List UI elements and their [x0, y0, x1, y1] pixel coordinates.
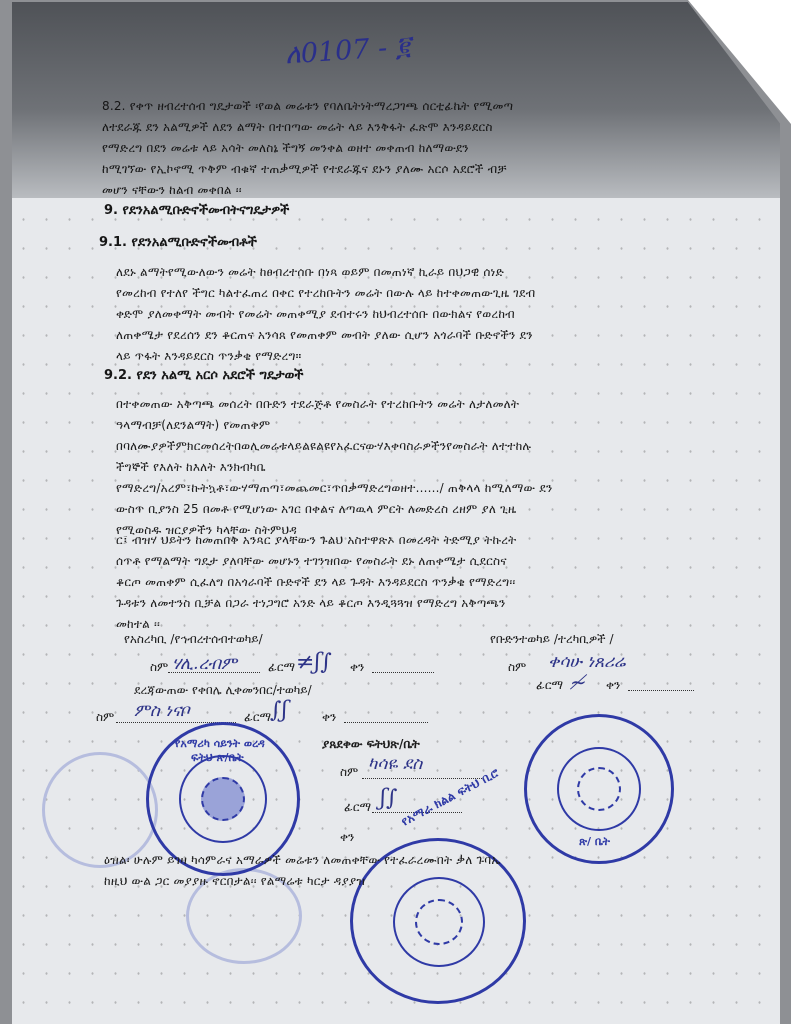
text-line: ላይ ጥፋት እንዳይደርስ ጥንቃቄ የማድረግ።	[116, 349, 302, 363]
group-date-line	[628, 690, 694, 691]
group-sign-label: ፊርማ	[536, 678, 564, 692]
text-line: የመረከብ የተለየ ችግር ካልተፈጠረ በቀር የተረከቡትን መሬት በውሉ ላይ ከተቀመጠውጊዜ ገደብ	[116, 286, 536, 300]
text-line: ሰጥቶ የማልማት ግዴታ ያለባቸው መሆኑን ተገንዝበው የመስራት ደኑ ለጠቀሜታ ሲደርስና	[116, 554, 507, 568]
section-8-2	[102, 96, 742, 201]
group-signature: ≁	[570, 670, 587, 694]
text-line: ችግኞች የእለት ከእለት እንክብካቤ	[116, 460, 266, 474]
office-date-line	[344, 722, 428, 723]
stamp-right	[524, 714, 674, 864]
text-line: ቆርጦ መጠቀም ሲፈለግ በአጎራባች ቡድኖች ደን ላይ ጉዳት እንዳይደርስ ጥንቃቄ የማድረግ፡፡	[116, 575, 516, 589]
text-line: በተቀመጠው አቅጣጫ መሰረት በቡድን ተደራጅቶ የመስራት የተረከቡትን መሬት ለታለመለት	[116, 397, 520, 411]
verifier-date-label: ቀን	[340, 830, 355, 844]
text-line: ዓላማብቻ(ለደንልማት) የመጠቀም	[116, 418, 271, 432]
text-line: በባለሙያዎችምክርመሰረትበወሊመሬቱላይልዩልዩየአፈርናውሃእቀባስራዎችንየመስራት ለተተከሉ	[116, 439, 532, 453]
office-date-label: ቀን	[322, 710, 337, 724]
office-name-label: ስም	[96, 710, 115, 724]
group-name-handwriting: ቀሳሁ ነጸሪሬ	[548, 652, 626, 672]
text-line: ለጠቀሜታ የደረሰን ደን ቆርጠና አንሳጸ የመጠቀም መብት ያለው ሲሆን አጎራባች ቡድኖችን ደን	[116, 328, 533, 342]
text-line: ዕዝል፡ ሁሉም ይገዛ ካሳምራና አማራዎች መሬቱን ለመጠቀቸው የተፈራረሙበት ቃለ ጉባኤ	[104, 853, 501, 867]
verifier-signature: ʃ∫	[380, 786, 398, 811]
community-rep-label: የአስረካቢ /የኅብረተሰብተወካይ/	[124, 632, 263, 646]
text-line: ቀድሞ ያለመቀማት መብት የመሬት መጠቀሚያ ደብተሩን ከህብረተሰቡ በውክልና የወረከብ	[116, 307, 515, 321]
verifier-name-line	[362, 778, 482, 779]
section-9-2	[116, 394, 746, 541]
heading-section-9: 9. የደንአልሚቡድኖችመብትናግዴታዎች	[104, 203, 290, 218]
stamp-right-bottom-text: ጽ/ ቤት	[579, 835, 610, 848]
text-line: ከሚገኘው የኢኮኖሚ ጥቅም ብቁኛ ተጠቃሚዎች የተደራጁና ደኑን ያለሙ አርሶ አደሮች ብቻ	[102, 162, 507, 176]
stamp-left-top-text: የአማሪካ ሳይንት ወረዳ	[175, 737, 265, 750]
group-date-label: ቀን	[606, 678, 621, 692]
stamp-left-mid-text: ፍትህ ጽ/ቤት	[191, 751, 244, 764]
community-date-label: ቀን	[350, 660, 365, 674]
rectangular-stamp: የአማራ ክልል ፍትህ ቢሮ	[398, 765, 502, 829]
heading-section-9-1: 9.1. የደንአልሚቡድኖችመብቶች	[99, 235, 257, 250]
office-name-handwriting: ምስ ነናቦ	[134, 701, 190, 721]
office-sign-label: ፊርማ	[244, 710, 272, 724]
text-line: የሚወስዱ ዝርያዎችን ካላቸው ስትምህዳ	[116, 523, 297, 537]
community-name-label: ስም	[150, 660, 169, 674]
text-line: የማድረግ/አረም፣ኩትኳቶ፣ውሃማጠጣ፣መጨመር፣ጥበቃማድረግወዘተ....../ ጠቅላላ ከሚለማው ደን	[116, 481, 553, 495]
section-9-2-continued	[116, 530, 746, 635]
heading-section-9-2: 9.2. የደን አልሚ አርሶ አደሮች ግዴታወች	[104, 368, 304, 383]
community-date-line	[372, 672, 434, 673]
group-name-label: ስም	[508, 660, 527, 674]
handwritten-reference-number: ለ0107 - ፪	[284, 30, 412, 71]
text-line: መሆን ናቸውን ከልብ መቀበል ፡፡	[102, 183, 242, 197]
text-line: መከተል ፡፡	[116, 617, 161, 631]
text-line: ጉዳቱን ለመተንስ ቢቻል በጋራ ተነጋግሮ አንድ ላይ ቆርጦ እንዲጓጓዝ የማድረግ አቅጣጫን	[116, 596, 506, 610]
stamp-right-emblem	[577, 767, 621, 811]
text-line: ውስጥ ቢያንስ 25 በመቶ የሚሆነው አገር በቀልና ለጣዉላ ምርት ለመድረስ ረዘም ያለ ጊዜ	[116, 502, 517, 516]
text-line: ር፤ ብዝሃ ህይትን ከመጠበቅ አንጻር ያላቸውን ጉልህ አስተዋጽኦ በመረዳት ትድሚያ ትኩረት	[116, 533, 517, 547]
verifier-name-handwriting: ካሳዬ ደስ	[368, 754, 423, 774]
section-9-1	[116, 262, 746, 367]
verifier-sign-label: ፊርማ	[344, 800, 372, 814]
stamp-bottom-emblem	[415, 899, 463, 945]
verified-by-label: ያጸደቀው ፍትህጽ/ቤት	[322, 737, 420, 751]
appendix-note	[104, 850, 744, 892]
text-line: ከዚህ ውል ጋር መያያዙ ኖርበታል፡፡ የልማሬቱ ካርታ ዳያያዝ	[104, 874, 366, 888]
text-line: 8.2. የቀጥ ዘብረተሰብ ግዴታወች ፡የወል መሬቱን የባለቤትነትማረጋገጫ ሰርቲፊኬት የሚመጣ	[102, 99, 514, 113]
approving-office-label: ደረጃውጠው የቀበሌ ሊቀመንበር/ተወካይ/	[134, 683, 312, 697]
community-name-handwriting: ሃሊ.ረብም	[172, 654, 237, 674]
text-line: ለደኑ ልማትየሚውለውን መሬት ከፀብረተሰቡ በነጻ ወይም በመጠነኛ ኪራይ በህጋዊ ሰነድ	[116, 265, 505, 279]
community-signature: ≠ʃ∫	[296, 650, 332, 675]
text-line: የማድረግ በደን መሬቱ ላይ አሳት መለስኔ ችግኝ መንቀል ወዘተ መቀጠብ ከለማውደን	[102, 141, 469, 155]
office-signature: ∫ʃ	[270, 698, 288, 723]
verifier-name-label: ስም	[340, 765, 359, 779]
community-sign-label: ፊርማ	[268, 660, 296, 674]
group-rep-label: የቡድንተወካይ /ተረካቢዎች /	[490, 632, 614, 646]
text-line: ለተደራጁ ደን አልሚዎች ለደን ልማት በተበጣው መሬት ላይ እንቅፋት ፈጽሞ እንዳይደርስ	[102, 120, 493, 134]
stamp-left-emblem	[201, 777, 245, 821]
